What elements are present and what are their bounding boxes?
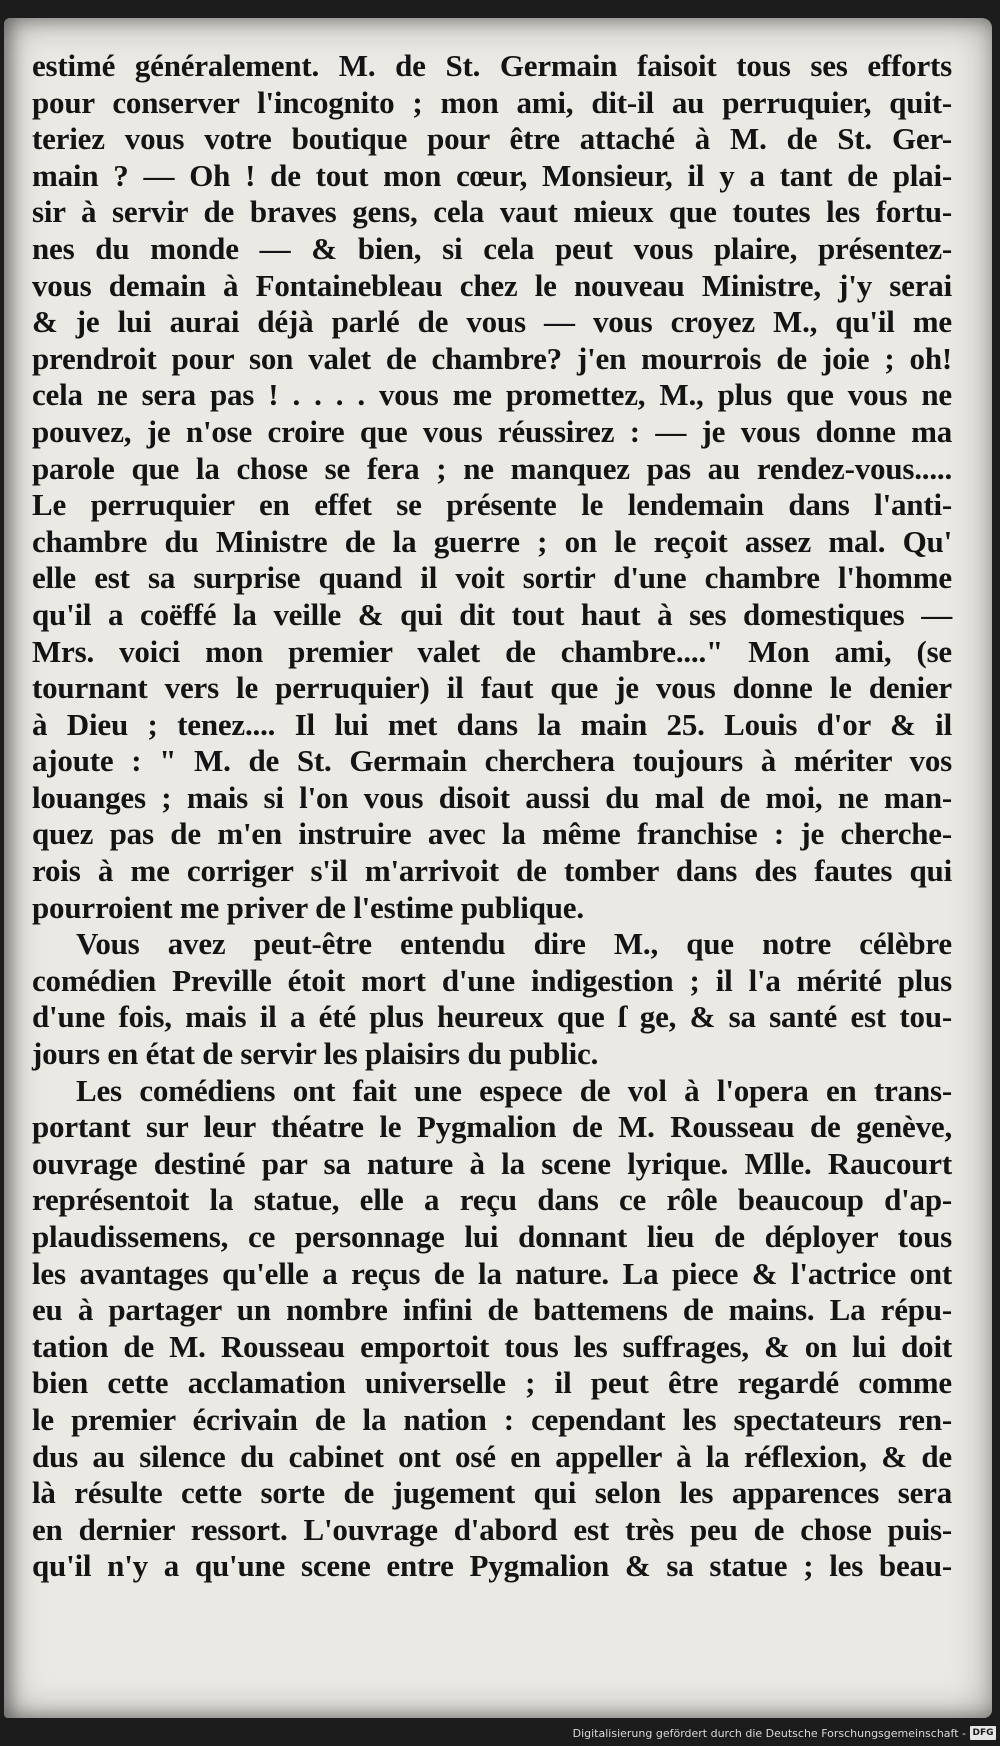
page-text — [32, 48, 952, 1585]
text-line: tation de M. Rousseau emportoit tous les suffrages, & on lui doit — [32, 1328, 952, 1364]
text-line: eu à partager un nombre infini de battemens de mains. La répu- — [32, 1292, 952, 1328]
text-line: à Dieu ; tenez.... Il lui met dans la main 25. Louis d'or & il — [32, 706, 952, 742]
text-line: comédien Preville étoit mort d'une indigestion ; il l'a mérité plus — [32, 962, 952, 998]
text-line: plaudissemens, ce personnage lui donnant lieu de déployer tous — [32, 1219, 952, 1254]
text-line: le premier écrivain de la nation : cependant les spectateurs ren- — [32, 1401, 952, 1437]
text-line: portant sur leur théatre le Pygmalion de M. Rousseau de genève, — [32, 1109, 952, 1145]
text-line: dus au silence du cabinet ont osé en appeller à la réflexion, & de — [32, 1438, 952, 1474]
text-line: & je lui aurai déjà parlé de vous — vous croyez M., qu'il me — [32, 304, 952, 340]
text-line: représentoit la statue, elle a reçu dans ce rôle beaucoup d'ap- — [32, 1182, 952, 1218]
text-line: qu'il n'y a qu'une scene entre Pygmalion & sa statue ; les beau- — [32, 1548, 952, 1584]
text-line: teriez vous votre boutique pour être attaché à M. de St. Ger- — [32, 121, 952, 157]
text-line: d'une fois, mais il a été plus heureux que ſ ge, & sa santé est tou- — [32, 999, 952, 1035]
text-line: bien cette acclamation universelle ; il peut être regardé comme — [32, 1365, 952, 1401]
text-line: pouvez, je n'ose croire que vous réussirez : — je vous donne ma — [32, 413, 952, 449]
text-line: qu'il a coëffé la veille & qui dit tout haut à ses domestiques — — [32, 596, 952, 632]
text-line: Mrs. voici mon premier valet de chambre...." Mon ami, (se — [32, 633, 952, 669]
text-line: les avantages qu'elle a reçus de la nature. La piece & l'actrice ont — [32, 1255, 952, 1291]
text-line: estimé généralement. M. de St. Germain faisoit tous ses efforts — [32, 48, 952, 83]
text-line: rois à me corriger s'il m'arrivoit de tomber dans des fautes qui — [32, 853, 952, 889]
text-line: en dernier ressort. L'ouvrage d'abord est très peu de chose puis- — [32, 1511, 952, 1547]
text-line: ajoute : " M. de St. Germain cherchera toujours à mériter vos — [32, 743, 952, 779]
text-line: jours en état de servir les plaisirs du public. — [32, 1036, 599, 1072]
text-line: tournant vers le perruquier) il faut que je vous donne le denier — [32, 670, 952, 706]
text-line: prendroit pour son valet de chambre? j'en mourrois de joie ; oh! — [32, 340, 952, 376]
text-line: elle est sa surprise quand il voit sortir d'une chambre l'homme — [32, 560, 952, 596]
text-line: louanges ; mais si l'on vous disoit aussi du mal de moi, ne man- — [32, 779, 952, 815]
text-line: main ? — Oh ! de tout mon cœur, Monsieur, il y a tant de plai- — [32, 157, 952, 193]
text-line: Vous avez peut-être entendu dire M., que notre célèbre — [76, 926, 952, 962]
text-line: nes du monde — & bien, si cela peut vous plaire, présentez- — [32, 230, 952, 266]
text-line: chambre du Ministre de la guerre ; on le reçoit assez mal. Qu' — [32, 523, 952, 559]
text-line: ouvrage destiné par sa nature à la scene lyrique. Mlle. Raucourt — [32, 1145, 952, 1181]
book-page — [4, 18, 992, 1718]
text-line: parole que la chose se fera ; ne manquez pas au rendez-vous..... — [32, 450, 952, 486]
digitization-credit: Digitalisierung gefördert durch die Deutsche Forschungsgemeinschaft - — [572, 1727, 966, 1740]
dfg-logo: DFG — [970, 1726, 996, 1740]
text-line: Les comédiens ont fait une espece de vol à l'opera en trans- — [76, 1072, 952, 1108]
text-line: là résulte cette sorte de jugement qui selon les apparences sera — [32, 1475, 952, 1511]
text-line: Le perruquier en effet se présente le lendemain dans l'anti- — [32, 487, 952, 523]
text-line: pourroient me priver de l'estime publique. — [32, 889, 584, 925]
text-line: sir à servir de braves gens, cela vaut mieux que toutes les fortu- — [32, 194, 952, 230]
text-line: vous demain à Fontainebleau chez le nouveau Ministre, j'y serai — [32, 267, 952, 303]
text-line: cela ne sera pas ! . . . . vous me promettez, M., plus que vous ne — [32, 377, 952, 413]
text-line: quez pas de m'en instruire avec la même franchise : je cherche- — [32, 816, 952, 852]
text-line: pour conserver l'incognito ; mon ami, dit-il au perruquier, quit- — [32, 84, 952, 120]
